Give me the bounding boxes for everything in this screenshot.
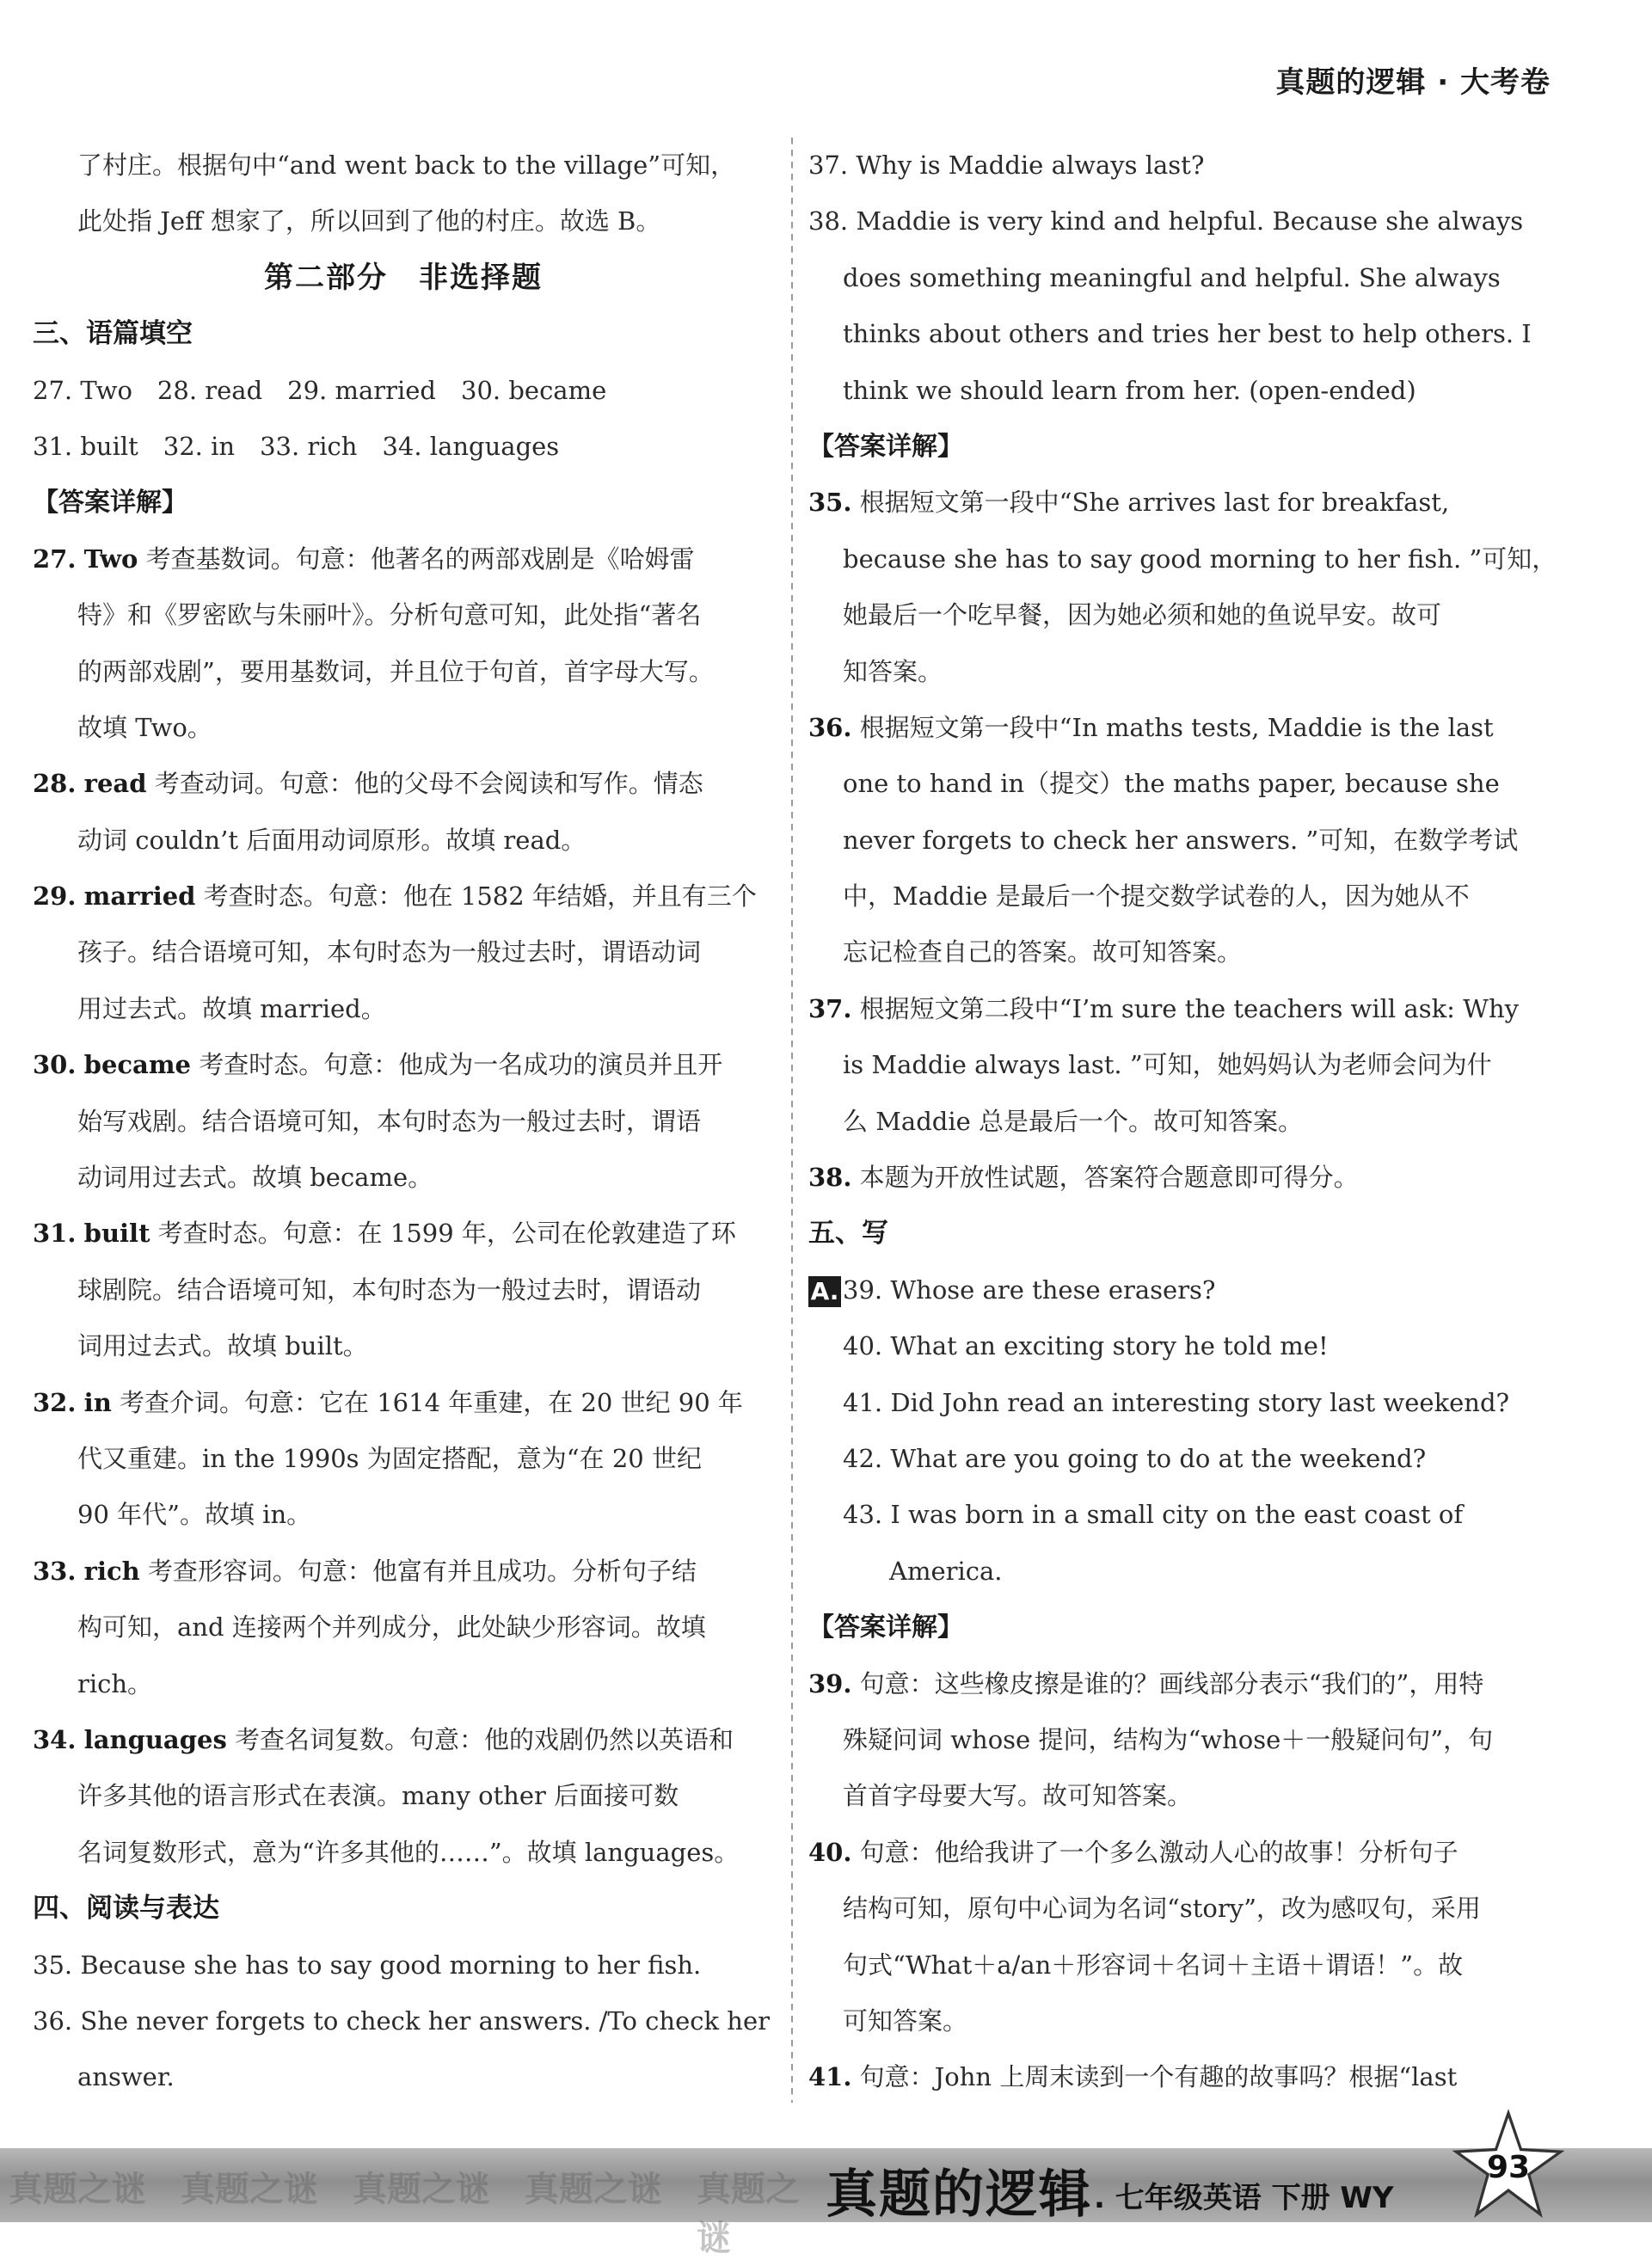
text-line: 代又重建。in the 1990s 为固定搭配，意为“在 20 世纪 <box>77 1443 702 1473</box>
answer-explanation-text: 句意：John 上周末读到一个有趣的故事吗？根据“last <box>851 2062 1458 2092</box>
footer-watermark-word: 真题之谜 <box>697 2170 800 2258</box>
text-line: 特》和《罗密欧与朱丽叶》。分析句意可知，此处指“著名 <box>77 600 702 630</box>
text-line: 许多其他的语言形式在表演。many other 后面接可数 <box>77 1781 679 1811</box>
text-line: 故填 Two。 <box>77 712 212 742</box>
answer-item-line <box>808 1825 1557 1881</box>
text-line: 用过去式。故填 married。 <box>77 993 386 1023</box>
question-number: 39. <box>808 1668 852 1698</box>
answer-keyword: Two <box>83 544 138 574</box>
question-number: 40. <box>808 1837 852 1867</box>
answer-item-line <box>33 1037 774 1093</box>
text-line: thinks about others and tries her best to help others. I <box>843 319 1532 349</box>
text-line: answer. <box>77 2062 175 2092</box>
text-line: 构可知，and 连接两个并列成分，此处缺少形容词。故填 <box>77 1612 706 1643</box>
left-column <box>33 138 774 2106</box>
answer-text: 39. Whose are these erasers? <box>843 1274 1216 1305</box>
footer-watermark-word: 真题之谜 <box>525 2170 662 2209</box>
answer-explanation-text: 考查时态。句意：在 1599 年，公司在伦敦建造了环 <box>150 1219 736 1249</box>
answer-detail-heading: 【答案详解】 <box>33 488 187 519</box>
answer-line <box>808 1262 1557 1318</box>
text-line: 27. Two 28. read 29. married 30. became <box>33 375 607 405</box>
text-line: America. <box>889 1556 1003 1586</box>
section-a-badge: A. <box>808 1276 841 1307</box>
text-line: one to hand in（提交）the maths paper, because she <box>843 769 1500 799</box>
answer-item-line <box>808 700 1557 756</box>
answer-item-line <box>808 1150 1557 1206</box>
answer-keyword: married <box>83 881 196 912</box>
text-line: 可知答案。 <box>843 2005 968 2036</box>
text-line: is Maddie always last. ”可知，她妈妈认为老师会问为什 <box>843 1050 1492 1080</box>
question-number: 33. <box>33 1556 77 1586</box>
text-line: 41. Did John read an interesting story last weekend? <box>843 1387 1510 1417</box>
question-number: 34. <box>33 1724 77 1754</box>
answer-item-line <box>33 756 774 812</box>
text-line: 35. Because she has to say good morning to her fish. <box>33 1950 702 1980</box>
text-line: 31. built 32. in 33. rich 34. languages <box>33 431 560 461</box>
answer-keyword: rich <box>83 1556 140 1586</box>
answer-item-line <box>33 869 774 924</box>
answer-explanation-text: 考查名词复数。句意：他的戏剧仍然以英语和 <box>226 1724 734 1754</box>
answer-explanation-text: 考查基数词。句意：他著名的两部戏剧是《哈姆雷 <box>138 544 695 574</box>
answer-item-line <box>33 1712 774 1768</box>
answer-explanation-text: 根据短文第一段中“In maths tests, Maddie is the last <box>851 712 1494 742</box>
text-line: 孩子。结合语境可知，本句时态为一般过去时，谓语动词 <box>77 937 702 967</box>
text-line: 了村庄。根据句中“and went back to the village”可知， <box>77 150 736 180</box>
answer-item-line <box>33 1375 774 1431</box>
section-heading: 三、语篇填空 <box>33 318 193 350</box>
answer-item-line <box>33 1544 774 1600</box>
text-line: 40. What an exciting story he told me! <box>843 1331 1329 1361</box>
page-number: 93 <box>1486 2150 1531 2185</box>
answer-explanation-text: 句意：这些橡皮擦是谁的？画线部分表示“我们的”，用特 <box>851 1668 1484 1698</box>
answer-explanation-text: 根据短文第一段中“She arrives last for breakfast, <box>851 488 1450 518</box>
text-line: 36. She never forgets to check her answers. /To check her <box>33 2005 771 2036</box>
text-line: 知答案。 <box>843 656 943 686</box>
text-line: 动词用过去式。故填 became。 <box>77 1163 433 1193</box>
text-line: 殊疑问词 whose 提问，结构为“whose＋一般疑问句”，句 <box>843 1724 1494 1754</box>
text-line: 43. I was born in a small city on the east coast of <box>843 1500 1464 1530</box>
answer-explanation-text: 句意：他给我讲了一个多么激动人心的故事！分析句子 <box>851 1837 1459 1867</box>
text-line: 句式“What＋a/an＋形容词＋名词＋主语＋谓语！”。故 <box>843 1950 1464 1980</box>
text-line: 忘记检查自己的答案。故可知答案。 <box>843 937 1243 967</box>
question-number: 41. <box>808 2062 852 2092</box>
text-line: 38. Maddie is very kind and helpful. Because she always <box>808 206 1524 236</box>
answer-explanation-text: 本题为开放性试题，答案符合题意即可得分。 <box>851 1163 1359 1193</box>
text-line: 的两部戏剧”，要用基数词，并且位于句首，首字母大写。 <box>77 656 714 686</box>
section-heading: 四、阅读与表达 <box>33 1893 219 1925</box>
question-number: 38. <box>808 1163 852 1193</box>
answer-keyword: read <box>83 769 147 799</box>
answer-keyword: became <box>83 1050 191 1080</box>
footer-book-subtitle: . 七年级英语 下册 WY <box>1094 2181 1394 2215</box>
question-number: 30. <box>33 1050 77 1080</box>
text-line: 她最后一个吃早餐，因为她必须和她的鱼说早安。故可 <box>843 600 1442 630</box>
text-line: because she has to say good morning to her fish. ”可知， <box>843 544 1557 574</box>
answer-item-line <box>808 1656 1557 1712</box>
text-line: 90 年代”。故填 in。 <box>77 1500 312 1530</box>
text-line: 中，Maddie 是最后一个提交数学试卷的人，因为她从不 <box>843 881 1470 912</box>
question-number: 35. <box>808 488 852 518</box>
part-heading: 第二部分 非选择题 <box>264 260 543 295</box>
footer-watermark-word: 真题之谜 <box>181 2170 318 2209</box>
text-line: never forgets to check her answers. ”可知，在数学考试 <box>843 825 1519 855</box>
question-number: 27. <box>33 544 77 574</box>
text-line: 42. What are you going to do at the weekend? <box>843 1443 1427 1473</box>
text-line: think we should learn from her. (open-ended) <box>843 375 1416 405</box>
answer-explanation-text: 考查动词。句意：他的父母不会阅读和写作。情态 <box>146 769 703 799</box>
answer-explanation-text: 考查时态。句意：他成为一名成功的演员并且开 <box>190 1050 723 1080</box>
answer-keyword: languages <box>83 1724 227 1754</box>
footer-watermark-word: 真题之谜 <box>353 2170 490 2209</box>
question-number: 29. <box>33 881 77 912</box>
answer-explanation-text: 考查形容词。句意：他富有并且成功。分析句子结 <box>139 1556 697 1586</box>
text-line: 结构可知，原句中心词为名词“story”，改为感叹句，采用 <box>843 1894 1481 1924</box>
answer-detail-heading: 【答案详解】 <box>808 431 963 462</box>
answer-item-line <box>33 1206 774 1262</box>
question-number: 36. <box>808 712 852 742</box>
answer-detail-heading: 【答案详解】 <box>808 1612 963 1643</box>
text-line: 名词复数形式，意为“许多其他的……”。故填 languages。 <box>77 1837 740 1867</box>
footer-watermark-pattern <box>0 2150 826 2258</box>
footer-watermark-word: 真题之谜 <box>9 2170 146 2209</box>
answer-item-line <box>808 981 1557 1037</box>
question-number: 31. <box>33 1219 77 1249</box>
question-number: 28. <box>33 769 77 799</box>
text-line: 球剧院。结合语境可知，本句时态为一般过去时，谓语动 <box>77 1274 702 1305</box>
answer-explanation-text: 考查介词。句意：它在 1614 年重建，在 20 世纪 90 年 <box>111 1387 743 1417</box>
answer-item-line <box>808 2049 1557 2105</box>
page-header-title: 真题的逻辑 · 大考卷 <box>1275 65 1551 100</box>
text-line: 动词 couldn’t 后面用动词原形。故填 read。 <box>77 825 586 855</box>
text-line: 37. Why is Maddie always last? <box>808 150 1205 180</box>
text-line: 首首字母要大写。故可知答案。 <box>843 1781 1193 1811</box>
text-line: 词用过去式。故填 built。 <box>77 1331 368 1361</box>
footer-book-title: 真题的逻辑 <box>826 2165 1092 2225</box>
answer-explanation-text: 根据短文第二段中“I’m sure the teachers will ask: Why <box>851 993 1520 1023</box>
answer-explanation-text: 考查时态。句意：他在 1582 年结婚，并且有三个 <box>195 881 757 912</box>
question-number: 32. <box>33 1387 77 1417</box>
text-line: does something meaningful and helpful. She always <box>843 262 1501 292</box>
answer-keyword: in <box>83 1387 112 1417</box>
section-heading: 五、写 <box>808 1218 888 1250</box>
text-line: rich。 <box>77 1668 153 1698</box>
answer-item-line <box>808 475 1557 531</box>
question-number: 37. <box>808 993 852 1023</box>
answer-item-line <box>33 531 774 587</box>
answer-keyword: built <box>83 1219 150 1249</box>
text-line: 此处指 Jeff 想家了，所以回到了他的村庄。故选 B。 <box>77 206 661 236</box>
text-line: 始写戏剧。结合语境可知，本句时态为一般过去时，谓语 <box>77 1106 702 1136</box>
text-line: 么 Maddie 总是最后一个。故可知答案。 <box>843 1106 1303 1136</box>
right-column <box>808 138 1557 2106</box>
column-divider <box>791 138 793 2103</box>
